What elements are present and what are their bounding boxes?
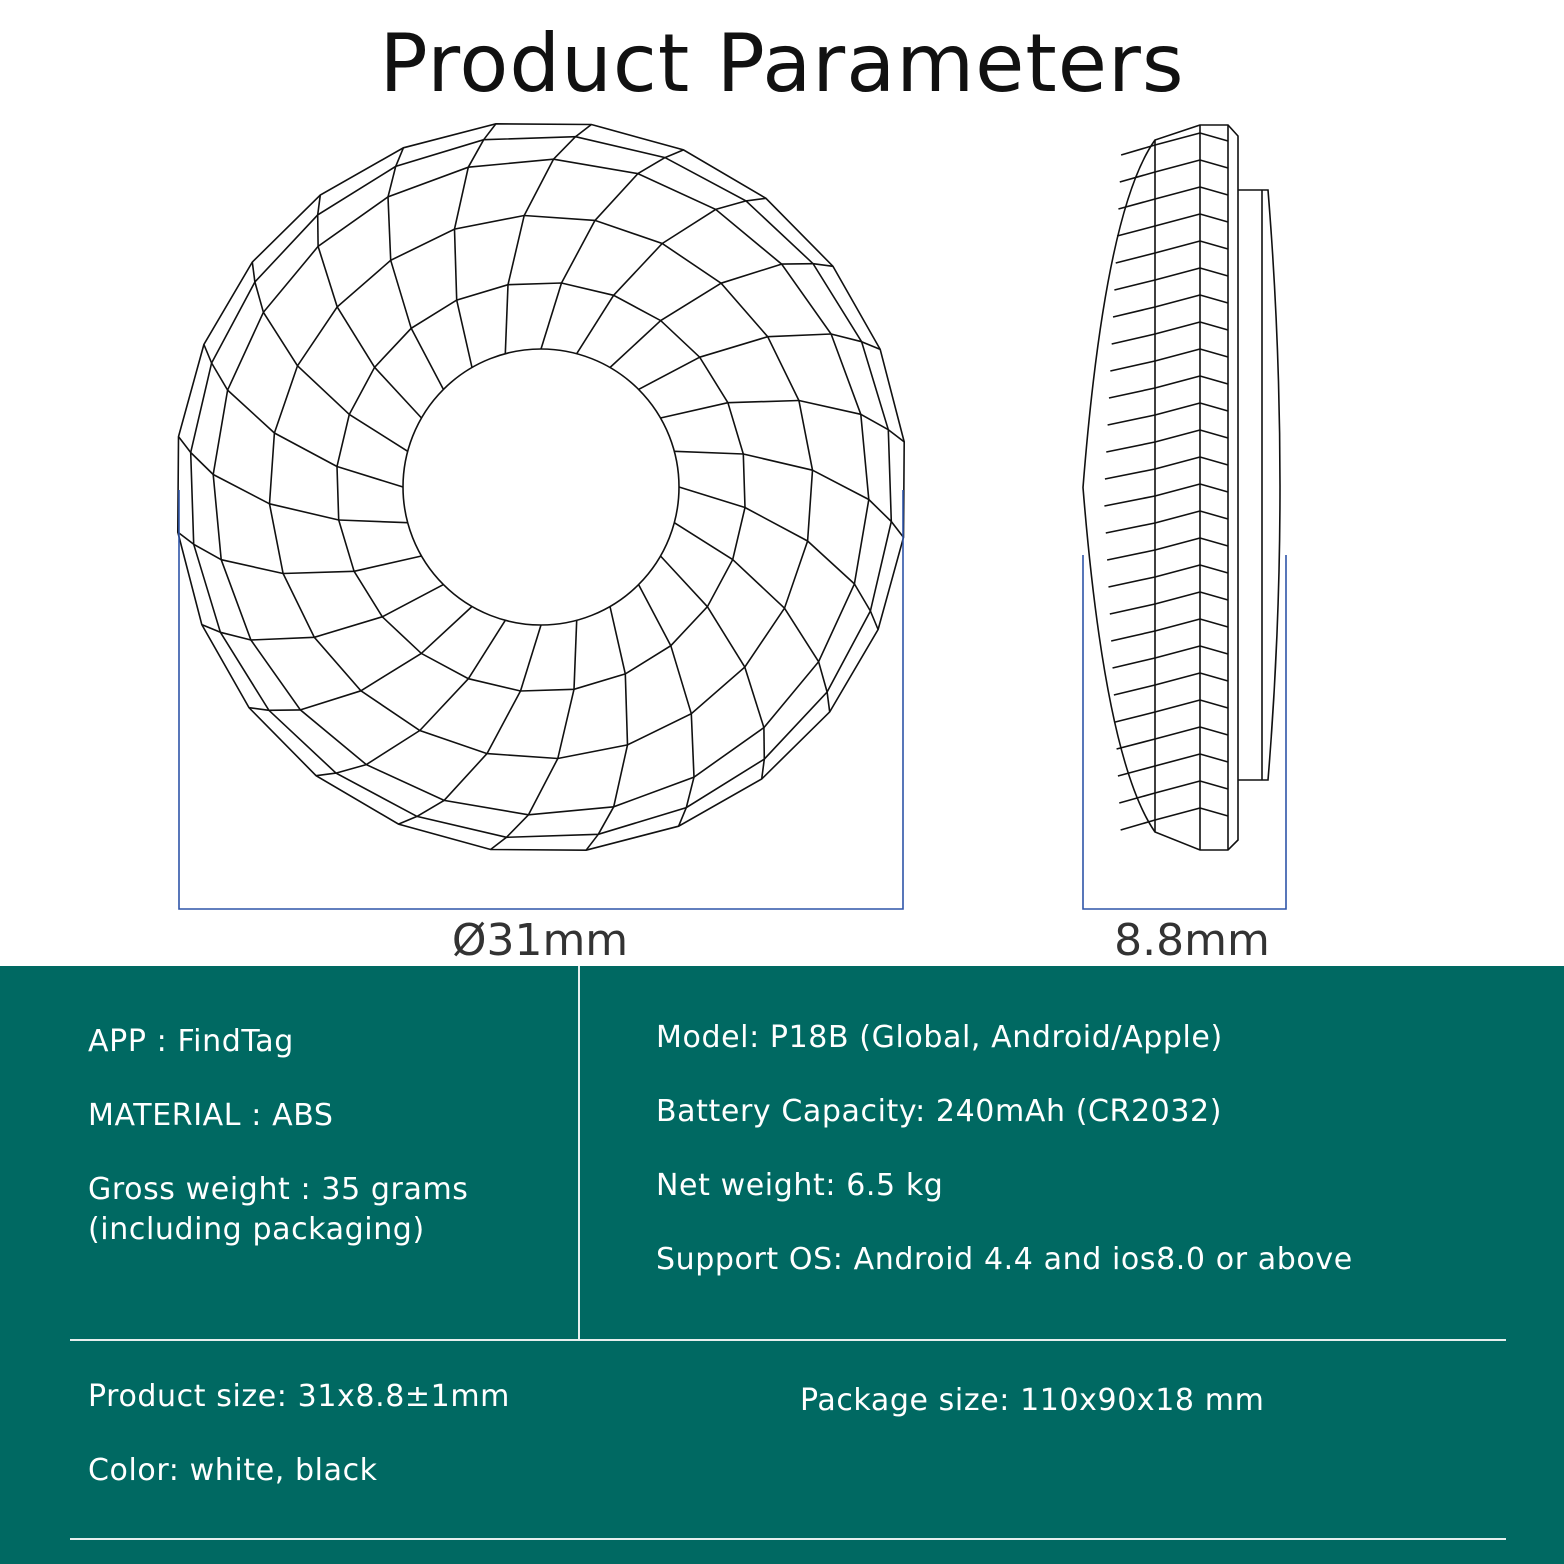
side-facet <box>1155 484 1200 496</box>
diameter-dimension-lines <box>179 490 903 909</box>
side-facet <box>1118 199 1155 209</box>
side-facet <box>1200 160 1228 168</box>
facet-edge <box>455 229 457 300</box>
facet-edge <box>354 556 421 571</box>
side-facet <box>1108 415 1155 425</box>
thickness-dimension-lines <box>1083 555 1286 909</box>
facet-ring <box>178 124 904 850</box>
facet-edge <box>746 198 766 201</box>
facet-edge <box>574 620 577 689</box>
facet-edge <box>274 433 337 467</box>
facet-edge <box>252 262 255 282</box>
side-facet <box>1200 754 1228 762</box>
side-facet <box>1200 430 1228 438</box>
facet-edge <box>491 837 507 849</box>
side-facet <box>1113 307 1155 317</box>
facet-edge <box>487 691 521 754</box>
side-facet <box>1200 214 1228 222</box>
side-facet <box>1200 619 1228 627</box>
spec-gross-weight: Gross weight : 35 grams (including packaging) <box>88 1172 469 1247</box>
facet-edge <box>411 328 443 389</box>
facet-edge <box>827 692 830 712</box>
side-facet <box>1116 253 1155 263</box>
side-facet <box>1106 442 1155 452</box>
facet-edge <box>444 754 487 801</box>
facet-edge <box>819 662 828 692</box>
side-facet <box>1200 457 1228 465</box>
facet-edge <box>300 691 361 710</box>
side-facet <box>1200 268 1228 276</box>
facet-edge <box>298 366 350 415</box>
spec-model: Model: P18B (Global, Android/Apple) <box>656 1020 1223 1055</box>
side-facet <box>1200 511 1228 519</box>
side-facet <box>1155 133 1200 145</box>
facet-edge <box>674 451 743 454</box>
facet-edge <box>388 197 391 260</box>
facet-edge <box>349 414 407 451</box>
side-facet <box>1117 739 1155 749</box>
facet-edge <box>191 453 214 475</box>
facet-edge <box>870 611 878 630</box>
facet-edge <box>270 504 339 520</box>
facet-edge <box>505 285 508 354</box>
horizontal-divider <box>70 1339 1506 1341</box>
facet-edge <box>679 487 745 508</box>
facet-edge <box>366 731 420 765</box>
facet-edge <box>263 312 297 366</box>
facet-edge <box>521 625 542 691</box>
facet-edge <box>610 607 625 674</box>
side-facet <box>1155 241 1200 253</box>
facet-edge <box>671 646 692 714</box>
side-facet <box>1155 160 1200 172</box>
facet-edge <box>558 689 574 758</box>
facet-ring <box>337 283 745 691</box>
facet-edge <box>661 283 721 320</box>
side-facet <box>1200 376 1228 384</box>
facet-edge <box>768 334 831 337</box>
facet-edge <box>733 560 785 609</box>
facet-edge <box>375 367 422 418</box>
side-facet <box>1200 349 1228 357</box>
side-facet <box>1200 295 1228 303</box>
side-facet <box>1155 403 1200 415</box>
facet-edge <box>891 522 903 538</box>
facet-edge <box>707 607 744 667</box>
facet-edge <box>785 608 819 662</box>
facet-edge <box>336 765 366 774</box>
side-facet <box>1155 214 1200 226</box>
spec-net-weight: Net weight: 6.5 kg <box>656 1168 944 1203</box>
facet-edge <box>417 800 444 816</box>
facet-edge <box>468 620 505 678</box>
side-facet <box>1113 658 1155 668</box>
vertical-divider <box>578 966 580 1340</box>
spec-package-size: Package size: 110x90x18 mm <box>800 1383 1265 1418</box>
side-facet <box>1200 484 1228 492</box>
facet-edge <box>745 667 764 728</box>
side-facet <box>1200 727 1228 735</box>
facet-edge <box>691 714 694 777</box>
side-facet <box>1155 727 1200 739</box>
spec-support-os: Support OS: Android 4.4 and ios8.0 or above <box>656 1242 1353 1277</box>
facet-edge <box>661 403 728 418</box>
side-facet <box>1155 268 1200 280</box>
side-facet <box>1200 808 1228 816</box>
facet-edge <box>318 246 337 307</box>
facet-edge <box>524 159 553 215</box>
facet-edge <box>614 745 628 807</box>
facet-ring <box>213 159 869 815</box>
facet-edge <box>314 617 382 638</box>
facet-edge <box>854 584 870 611</box>
facet-edge <box>674 523 732 560</box>
side-facet <box>1106 523 1155 533</box>
facet-edge <box>337 467 403 488</box>
facet-edge <box>507 815 529 838</box>
facet-edge <box>204 345 212 364</box>
side-facet <box>1200 538 1228 546</box>
side-facet <box>1119 793 1155 803</box>
facet-edge <box>283 571 354 573</box>
facet-edge <box>213 475 269 504</box>
facet-edge <box>813 470 869 499</box>
side-facet <box>1109 388 1155 398</box>
facet-edge <box>639 585 671 646</box>
side-facet <box>1118 766 1155 776</box>
facet-edge <box>610 321 661 368</box>
facet-edge <box>661 556 708 607</box>
side-facet <box>1200 565 1228 573</box>
facet-edge <box>212 363 228 390</box>
facet-edge <box>638 158 665 174</box>
side-facet <box>1110 604 1155 614</box>
side-facet <box>1121 145 1155 155</box>
facet-edge <box>625 674 627 745</box>
facet-edge <box>743 454 812 470</box>
facet-edge <box>639 357 700 389</box>
facet-edge <box>799 401 861 415</box>
facet-edge <box>228 390 275 433</box>
facet-edge <box>577 295 614 353</box>
side-back-cap <box>1238 190 1280 780</box>
facet-edge <box>399 816 418 824</box>
side-facet <box>1200 673 1228 681</box>
side-facet <box>1155 808 1200 820</box>
diameter-label: Ø31mm <box>451 915 629 966</box>
side-facet <box>1155 511 1200 523</box>
facet-edge <box>455 167 469 229</box>
side-facet <box>1155 349 1200 361</box>
spec-material: MATERIAL : ABS <box>88 1098 334 1133</box>
side-facet <box>1200 592 1228 600</box>
side-view-drawing <box>1083 125 1280 850</box>
facet-edge <box>382 585 443 617</box>
facet-edge <box>391 260 412 328</box>
side-facet <box>1104 496 1155 506</box>
side-facet <box>1155 592 1200 604</box>
facet-edge <box>728 401 799 403</box>
side-facet <box>1200 781 1228 789</box>
side-facet <box>1107 550 1155 560</box>
side-facet <box>1155 538 1200 550</box>
side-facet <box>1112 334 1155 344</box>
facet-edge <box>339 520 408 523</box>
center-hole <box>403 349 679 625</box>
side-facet <box>1200 241 1228 249</box>
side-facet <box>1200 403 1228 411</box>
facet-edge <box>179 437 191 453</box>
spec-panel <box>0 966 1564 1564</box>
side-facet <box>1155 646 1200 658</box>
spec-app: APP : FindTag <box>88 1024 294 1059</box>
side-facet <box>1200 646 1228 654</box>
side-facet <box>1155 295 1200 307</box>
side-facet <box>1155 673 1200 685</box>
side-facet <box>1155 565 1200 577</box>
side-facet <box>1155 187 1200 199</box>
side-facet <box>1155 322 1200 334</box>
side-facet <box>1155 457 1200 469</box>
facet-edge <box>721 264 782 283</box>
facet-edge <box>614 244 663 296</box>
side-facet <box>1111 631 1155 641</box>
side-facet <box>1155 376 1200 388</box>
facet-edge <box>745 508 808 542</box>
facet-edge <box>662 209 716 243</box>
facet-edge <box>255 282 264 312</box>
side-facet <box>1155 700 1200 712</box>
side-facet <box>1200 322 1228 330</box>
facet-edge <box>541 283 562 349</box>
page-title: Product Parameters <box>379 17 1185 110</box>
spec-color: Color: white, black <box>88 1453 378 1488</box>
spec-battery: Battery Capacity: 240mAh (CR2032) <box>656 1094 1223 1129</box>
bottom-divider <box>70 1538 1506 1540</box>
facet-edge <box>221 560 283 574</box>
side-facet <box>1115 712 1155 722</box>
facet-edge <box>337 307 374 367</box>
facet-edge <box>869 500 892 522</box>
side-facet <box>1200 133 1228 141</box>
side-facet <box>1110 361 1155 371</box>
facet-edge <box>508 216 524 285</box>
facet-edge <box>562 220 596 283</box>
facet-edge <box>529 759 558 815</box>
side-facet <box>1105 469 1155 479</box>
facet-edge <box>361 653 421 690</box>
facet-edge <box>808 541 855 584</box>
side-facet <box>1200 700 1228 708</box>
side-facet <box>1117 226 1155 236</box>
facet-edge <box>420 679 469 731</box>
facet-edge <box>700 337 768 358</box>
side-facet <box>1155 619 1200 631</box>
side-facet <box>1155 754 1200 766</box>
facet-ring <box>191 137 892 838</box>
facet-edge <box>665 150 684 158</box>
facet-edge <box>316 773 336 776</box>
side-facet <box>1108 577 1155 587</box>
facet-edge <box>251 637 314 640</box>
thickness-label: 8.8mm <box>1114 915 1270 966</box>
facet-edge <box>554 137 576 160</box>
facet-edge <box>457 300 472 367</box>
side-facet <box>1155 781 1200 793</box>
spec-product-size: Product size: 31x8.8±1mm <box>88 1379 510 1414</box>
facet-edge <box>576 125 592 137</box>
facet-ring <box>270 216 813 759</box>
facet-edge <box>421 607 472 654</box>
side-facet <box>1155 430 1200 442</box>
side-facet <box>1114 280 1155 290</box>
side-facet <box>1114 685 1155 695</box>
side-facet <box>1200 187 1228 195</box>
facet-edge <box>595 174 638 221</box>
front-view-drawing <box>178 124 904 850</box>
facet-edge <box>716 201 746 210</box>
